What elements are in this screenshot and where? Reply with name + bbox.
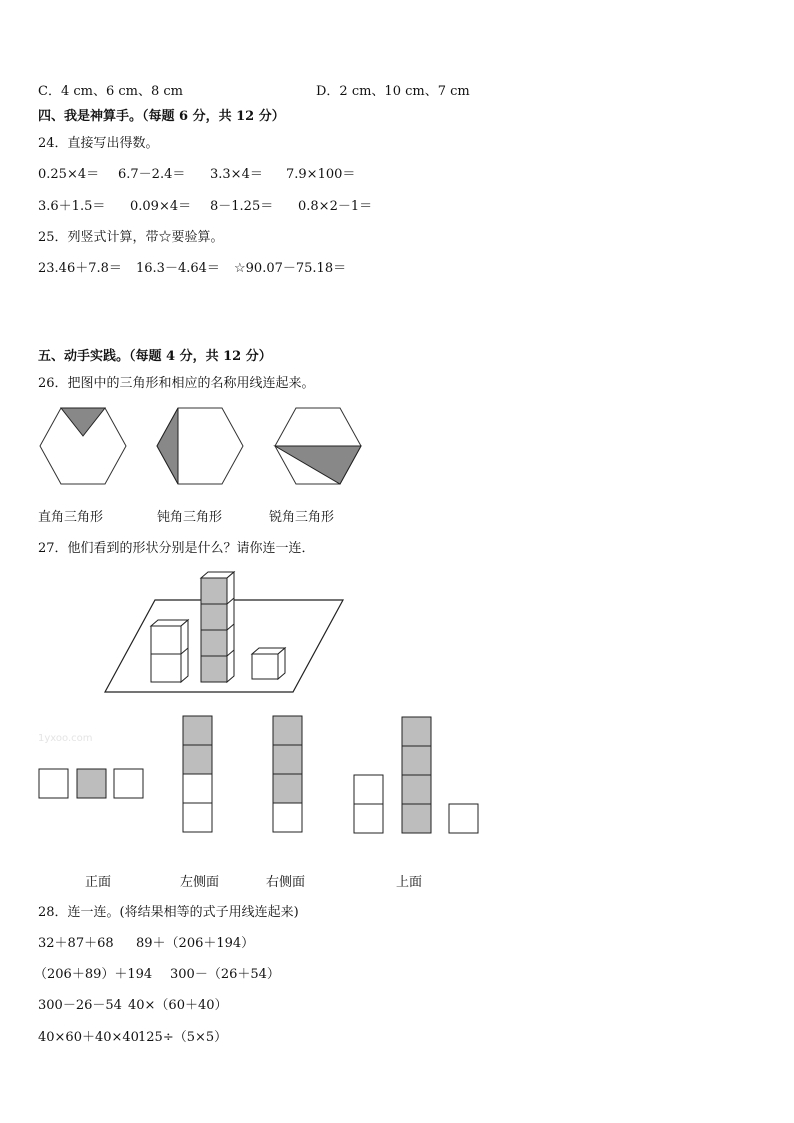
q24-item: 0.25×4＝	[38, 167, 100, 182]
view-option-2	[182, 715, 214, 835]
view-option-1	[38, 768, 146, 800]
q28-right-expr: 300－（26＋54）	[170, 967, 280, 982]
q28-left-expr: 300－26－54	[38, 998, 122, 1013]
triangle-name-right: 直角三角形	[38, 510, 104, 525]
q26-prompt: 26．把图中的三角形和相应的名称用线连起来。	[38, 376, 315, 391]
hexagon-figure-2	[155, 406, 245, 486]
q27-prompt: 27．他们看到的形状分别是什么？请你连一连．	[38, 541, 315, 556]
q25-item: ☆90.07－75.18＝	[234, 261, 347, 276]
q28-right-expr: 89＋（206＋194）	[136, 936, 255, 951]
q28-right-expr: 40×（60＋40）	[128, 998, 228, 1013]
q25-item: 16.3－4.64＝	[136, 261, 220, 276]
q24-item: 3.3×4＝	[210, 167, 263, 182]
cube-stack-scene	[100, 568, 350, 698]
view-label-front: 正面	[85, 875, 112, 890]
q24-item: 0.09×4＝	[130, 199, 192, 214]
triangle-name-acute: 锐角三角形	[269, 510, 335, 525]
option-c: C．4 cm、6 cm、8 cm	[38, 84, 183, 99]
triangle-name-obtuse: 钝角三角形	[157, 510, 223, 525]
q28-prompt: 28．连一连。(将结果相等的式子用线连起来)	[38, 905, 299, 920]
view-option-4	[353, 716, 481, 836]
q24-prompt: 24．直接写出得数。	[38, 136, 159, 151]
q24-item: 0.8×2－1＝	[298, 199, 373, 214]
watermark: 1yxoo.com	[38, 733, 93, 744]
view-label-top: 上面	[396, 875, 423, 890]
q24-item: 7.9×100＝	[286, 167, 356, 182]
view-option-3	[272, 715, 304, 835]
view-label-left: 左侧面	[180, 875, 220, 890]
q28-left-expr: 40×60＋40×40	[38, 1030, 139, 1045]
q28-left-expr: 32＋87＋68	[38, 936, 114, 951]
q24-item: 3.6＋1.5＝	[38, 199, 106, 214]
q25-prompt: 25．列竖式计算，带☆要验算。	[38, 230, 224, 245]
hexagon-figure-3	[273, 406, 363, 486]
q28-right-expr: 125÷（5×5）	[138, 1030, 228, 1045]
hexagon-figure-1	[38, 406, 128, 486]
view-label-right: 右侧面	[266, 875, 306, 890]
q28-left-expr: （206＋89）＋194	[34, 967, 153, 982]
section-4-title: 四、我是神算手。（每题 6 分，共 12 分）	[38, 109, 285, 124]
q24-item: 8－1.25＝	[210, 199, 274, 214]
option-d: D．2 cm、10 cm、7 cm	[316, 84, 470, 99]
section-5-title: 五、动手实践。（每题 4 分，共 12 分）	[38, 349, 272, 364]
q25-item: 23.46＋7.8＝	[38, 261, 122, 276]
q24-item: 6.7－2.4＝	[118, 167, 186, 182]
